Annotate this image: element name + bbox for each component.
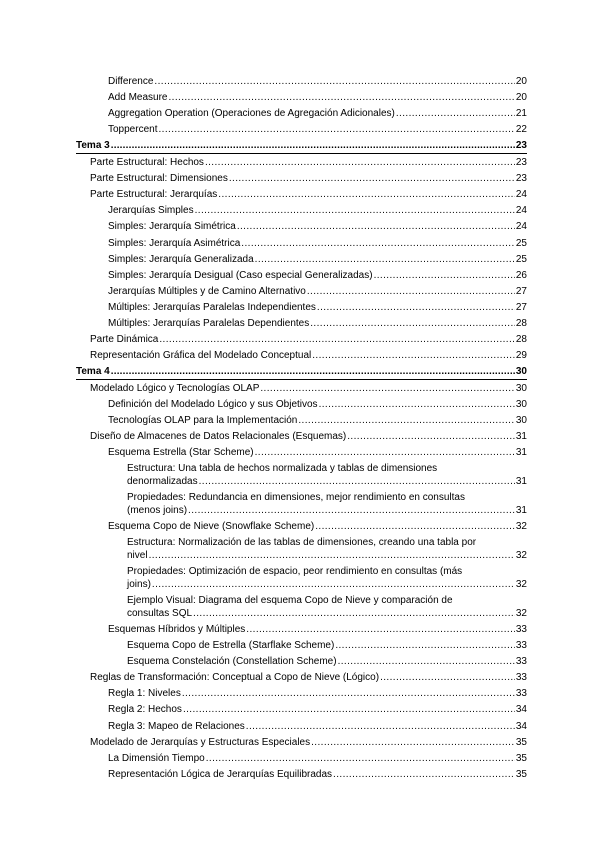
toc-page-number: 27 <box>515 301 527 313</box>
toc-dot-leader <box>396 107 515 121</box>
toc-entry-title: Múltiples: Jerarquías Paralelas Independientes <box>108 301 316 313</box>
toc-entry-title: Esquema Estrella (Star Scheme) <box>108 447 254 459</box>
toc-entry[interactable] <box>76 156 527 170</box>
toc-dot-leader <box>338 655 515 669</box>
toc-page-number: 23 <box>515 173 527 185</box>
toc-dot-leader <box>311 736 515 750</box>
toc-entry-title: Ejemplo Visual: Diagrama del esquema Copo de Nieve y comparación de <box>127 595 453 607</box>
toc-dot-leader <box>310 317 515 331</box>
toc-entry-title: (menos joins) <box>127 505 188 517</box>
toc-page-number: 26 <box>515 269 527 281</box>
toc-entry-title: Simples: Jerarquía Asimétrica <box>108 237 241 249</box>
toc-entry[interactable] <box>76 655 527 669</box>
toc-entry-multiline[interactable] <box>76 565 527 592</box>
toc-page-number: 30 <box>515 398 527 410</box>
toc-entry-title: Aggregation Operation (Operaciones de Agregación Adicionales) <box>108 108 395 120</box>
toc-page-number: 30 <box>515 382 527 394</box>
toc-entry[interactable] <box>76 269 527 283</box>
toc-entry-title: Difference <box>108 76 154 88</box>
toc-entry[interactable] <box>76 687 527 701</box>
toc-entry-title: Parte Estructural: Hechos <box>90 157 204 169</box>
toc-entry-title: Definición del Modelado Lógico y sus Objetivos <box>108 398 318 410</box>
toc-entry-title: nivel <box>127 550 148 562</box>
toc-dot-leader <box>319 398 515 412</box>
toc-entry-title: Regla 3: Mapeo de Relaciones <box>108 720 245 732</box>
toc-page-number: 30 <box>515 365 527 377</box>
toc-entry[interactable] <box>76 237 527 251</box>
toc-entry-title: Propiedades: Optimización de espacio, peor rendimiento en consultas (más <box>127 566 463 578</box>
toc-entry[interactable] <box>76 736 527 750</box>
toc-entry-multiline[interactable] <box>76 462 527 489</box>
toc-page-number: 34 <box>515 704 527 716</box>
toc-entry-title: Simples: Jerarquía Generalizada <box>108 253 254 265</box>
toc-entry[interactable] <box>76 398 527 412</box>
toc-entry[interactable] <box>76 285 527 299</box>
toc-entry[interactable] <box>76 446 527 460</box>
toc-dot-leader <box>205 156 515 170</box>
toc-dot-leader <box>182 687 515 701</box>
toc-entry[interactable] <box>76 720 527 734</box>
toc-entry[interactable] <box>76 768 527 782</box>
toc-entry[interactable] <box>127 549 527 563</box>
toc-entry[interactable] <box>76 220 527 234</box>
toc-entry-title: Simples: Jerarquía Desigual (Caso especial Generalizadas) <box>108 269 373 281</box>
toc-page-number: 32 <box>515 608 527 620</box>
toc-entry[interactable] <box>76 317 527 331</box>
toc-dot-leader <box>111 139 515 153</box>
toc-entry[interactable] <box>76 430 527 444</box>
toc-entry-multiline[interactable] <box>76 594 527 621</box>
toc-page-number: 24 <box>515 189 527 201</box>
toc-dot-leader <box>380 671 515 685</box>
toc-entry[interactable] <box>76 382 527 396</box>
toc-entry-title: denormalizadas <box>127 476 198 488</box>
toc-dot-leader <box>188 504 515 518</box>
toc-page-number: 34 <box>515 720 527 732</box>
toc-dot-leader <box>111 365 515 379</box>
toc-entry[interactable] <box>76 639 527 653</box>
toc-page-number: 27 <box>515 285 527 297</box>
toc-entry-multiline[interactable] <box>76 536 527 563</box>
toc-entry-title: Jerarquías Múltiples y de Camino Alternativo <box>108 285 306 297</box>
toc-dot-leader <box>333 768 515 782</box>
toc-page-number: 22 <box>515 124 527 136</box>
toc-page-number: 33 <box>515 656 527 668</box>
toc-entry[interactable] <box>76 703 527 717</box>
toc-entry[interactable] <box>76 139 527 154</box>
toc-entry-title: Estructura: Normalización de las tablas de dimensiones, creando una tabla por <box>127 537 477 549</box>
toc-dot-leader <box>298 414 515 428</box>
toc-dot-leader <box>347 430 515 444</box>
toc-dot-leader <box>241 237 515 251</box>
toc-page-number: 33 <box>515 640 527 652</box>
toc-page-number: 25 <box>515 237 527 249</box>
toc-dot-leader <box>335 639 515 653</box>
toc-entry-title: Toppercent <box>108 124 158 136</box>
toc-page-number: 31 <box>515 431 527 443</box>
toc-entry-title: Parte Estructural: Jerarquías <box>90 189 218 201</box>
toc-entry[interactable] <box>76 204 527 218</box>
toc-entry-title: La Dimensión Tiempo <box>108 752 205 764</box>
toc-page-number: 28 <box>515 333 527 345</box>
toc-dot-leader <box>307 285 515 299</box>
toc-page-number: 33 <box>515 688 527 700</box>
toc-entry[interactable] <box>76 172 527 186</box>
toc-page-number: 20 <box>515 76 527 88</box>
toc-entry[interactable] <box>76 107 527 121</box>
toc-entry-title: Propiedades: Redundancia en dimensiones, mejor rendimiento en consultas <box>127 492 465 504</box>
toc-dot-leader <box>193 607 515 621</box>
toc-dot-leader <box>149 549 515 563</box>
toc-dot-leader <box>260 382 515 396</box>
toc-entry-title: Jerarquías Simples <box>108 205 194 217</box>
toc-page-number: 29 <box>515 349 527 361</box>
toc-dot-leader <box>195 204 515 218</box>
toc-entry-title: joins) <box>127 579 151 591</box>
toc-entry[interactable] <box>127 475 527 489</box>
toc-entry-title: Regla 2: Hechos <box>108 704 182 716</box>
toc-entry[interactable] <box>76 752 527 766</box>
toc-entry[interactable] <box>76 623 527 637</box>
toc-dot-leader <box>168 91 514 105</box>
toc-dot-leader <box>246 623 515 637</box>
toc-dot-leader <box>246 720 515 734</box>
toc-page-number: 35 <box>515 752 527 764</box>
toc-page-number: 21 <box>515 108 527 120</box>
toc-entry-title: consultas SQL <box>127 608 193 620</box>
toc-entry-title: Esquema Constelación (Constellation Scheme) <box>127 656 337 668</box>
toc-entry-title: Simples: Jerarquía Simétrica <box>108 221 236 233</box>
toc-page-number: 32 <box>515 521 527 533</box>
toc-entry-title: Diseño de Almacenes de Datos Relacionales (Esquemas) <box>90 431 347 443</box>
toc-page-number: 28 <box>515 317 527 329</box>
toc-entry-title: Múltiples: Jerarquías Paralelas Dependientes <box>108 317 310 329</box>
toc-page-number: 35 <box>515 768 527 780</box>
toc-dot-leader <box>206 752 515 766</box>
toc-entry[interactable] <box>76 349 527 363</box>
toc-page-number: 35 <box>515 736 527 748</box>
toc-entry-title: Tecnologías OLAP para la Implementación <box>108 415 298 427</box>
toc-entry-title: Parte Estructural: Dimensiones <box>90 173 228 185</box>
toc-entry[interactable] <box>76 333 527 347</box>
toc-dot-leader <box>199 475 515 489</box>
toc-dot-leader <box>315 520 515 534</box>
toc-page-number: 24 <box>515 205 527 217</box>
toc-page-number: 20 <box>515 92 527 104</box>
toc-entry-title: Estructura: Una tabla de hechos normalizada y tablas de dimensiones <box>127 463 438 475</box>
toc-entry-title: Representación Gráfica del Modelado Conceptual <box>90 349 312 361</box>
toc-page-number: 31 <box>515 447 527 459</box>
toc-page-number: 31 <box>515 505 527 517</box>
toc-entry[interactable] <box>76 188 527 202</box>
toc-page-number: 32 <box>515 579 527 591</box>
toc-page-number: 30 <box>515 415 527 427</box>
toc-page-number: 23 <box>515 157 527 169</box>
toc-page-number: 33 <box>515 672 527 684</box>
toc-entry-title: Reglas de Transformación: Conceptual a Copo de Nieve (Lógico) <box>90 672 380 684</box>
toc-dot-leader <box>312 349 515 363</box>
toc-page-number: 25 <box>515 253 527 265</box>
toc-page-number: 31 <box>515 476 527 488</box>
toc-entry-title: Regla 1: Niveles <box>108 688 181 700</box>
toc-page-number: 32 <box>515 550 527 562</box>
toc-entry[interactable] <box>76 520 527 534</box>
toc-entry[interactable] <box>76 75 527 89</box>
toc-entry-title: Esquema Copo de Estrella (Starflake Scheme) <box>127 640 335 652</box>
toc-dot-leader <box>152 578 515 592</box>
toc-page-number: 24 <box>515 221 527 233</box>
toc-dot-leader <box>154 75 514 89</box>
toc-entry[interactable] <box>127 578 527 592</box>
toc-entry[interactable] <box>76 123 527 137</box>
toc-entry-multiline[interactable] <box>76 491 527 518</box>
toc-dot-leader <box>183 703 515 717</box>
toc-dot-leader <box>317 301 515 315</box>
toc-entry-title: Tema 4 <box>76 365 110 377</box>
toc-dot-leader <box>237 220 515 234</box>
toc-entry-title: Parte Dinámica <box>90 333 159 345</box>
toc-dot-leader <box>158 123 514 137</box>
toc-page-number: 33 <box>515 624 527 636</box>
table-of-contents <box>76 73 527 782</box>
toc-entry[interactable] <box>76 671 527 685</box>
toc-entry[interactable] <box>76 301 527 315</box>
toc-entry[interactable] <box>127 504 527 518</box>
toc-dot-leader <box>255 446 515 460</box>
toc-entry[interactable] <box>76 91 527 105</box>
toc-entry-title: Modelado de Jerarquías y Estructuras Especiales <box>90 736 311 748</box>
toc-dot-leader <box>255 253 515 267</box>
toc-dot-leader <box>159 333 515 347</box>
toc-entry-title: Modelado Lógico y Tecnologías OLAP <box>90 382 260 394</box>
toc-entry[interactable] <box>76 365 527 380</box>
toc-entry-title: Tema 3 <box>76 140 110 152</box>
toc-entry[interactable] <box>127 607 527 621</box>
toc-entry-title: Add Measure <box>108 92 168 104</box>
toc-entry-title: Esquemas Híbridos y Múltiples <box>108 624 246 636</box>
toc-dot-leader <box>229 172 515 186</box>
toc-entry-title: Esquema Copo de Nieve (Snowflake Scheme) <box>108 521 315 533</box>
toc-entry[interactable] <box>76 414 527 428</box>
toc-page-number: 23 <box>515 140 527 152</box>
toc-entry-title: Representación Lógica de Jerarquías Equilibradas <box>108 768 333 780</box>
toc-dot-leader <box>218 188 515 202</box>
toc-entry[interactable] <box>76 253 527 267</box>
toc-dot-leader <box>374 269 515 283</box>
